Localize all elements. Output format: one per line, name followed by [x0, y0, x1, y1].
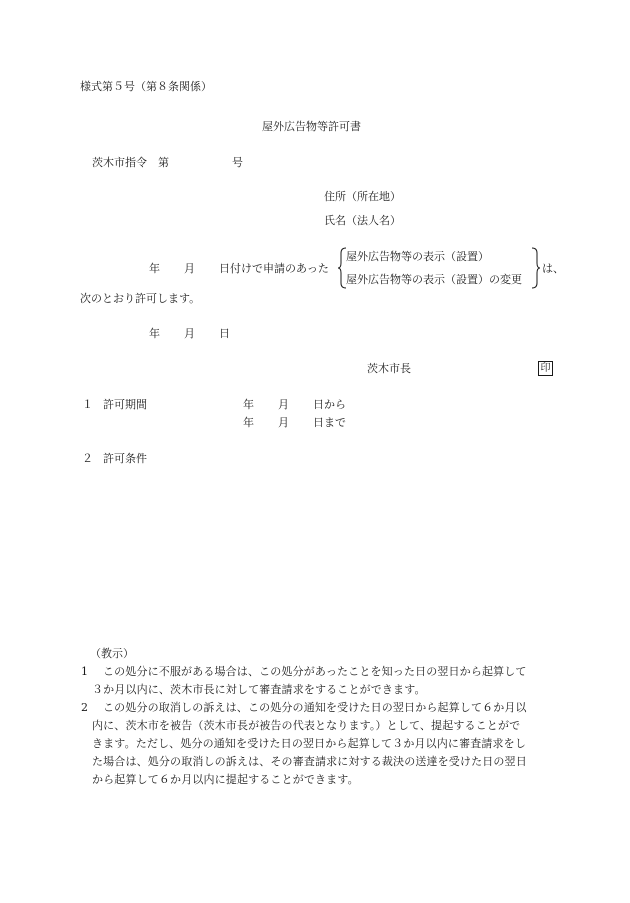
notice-header: （教示）	[90, 647, 134, 660]
period-from-year: 年	[243, 398, 254, 411]
form-number: 様式第５号（第８条関係）	[80, 80, 212, 93]
seal-char: 印	[540, 363, 551, 374]
period-to-year: 年	[243, 416, 254, 429]
period-to-day: 日まで	[313, 416, 346, 429]
notice-item-1-line-2: ３か月以内に、茨木市長に対して審査請求をすることができます。	[92, 683, 426, 696]
app-date-text: 日付けで申請のあった	[219, 262, 329, 275]
notice-item-2-line-5: から起算して６か月以内に提起することができます。	[92, 773, 359, 786]
conditions-num: ２	[82, 452, 93, 465]
ref-prefix: 茨木市指令	[92, 156, 147, 169]
app-continuation: 次のとおり許可します。	[80, 292, 201, 305]
period-from-day: 日から	[313, 398, 346, 411]
notice-item-2-line-3: きます。ただし、処分の通知を受けた日の翌日から起算して３か月以内に審査請求をし	[92, 737, 526, 750]
issue-year: 年	[149, 327, 160, 340]
period-from-month: 月	[278, 398, 289, 411]
app-ha: は、	[542, 262, 564, 275]
period-num: １	[82, 398, 93, 411]
notice-item-2-num: 2	[81, 701, 89, 714]
app-year: 年	[149, 262, 160, 275]
ref-dai: 第	[158, 156, 169, 169]
period-label: 許可期間	[103, 398, 147, 411]
option-change: 屋外広告物等の表示（設置）の変更	[346, 273, 522, 286]
ref-go: 号	[232, 156, 243, 169]
notice-item-2-line-1: この処分の取消しの訴えは、この処分の通知を受けた日の翌日から起算して６か月以	[103, 701, 527, 714]
issuer-name: 茨木市長	[367, 362, 411, 375]
notice-item-1-line-1: この処分に不服がある場合は、この処分があったことを知った日の翌日から起算して	[103, 665, 527, 678]
notice-item-2-line-2: 内に、茨木市を被告（茨木市長が被告の代表となります。）として、提起することがで	[92, 719, 521, 732]
name-label: 氏名（法人名）	[324, 214, 401, 227]
document-title: 屋外広告物等許可書	[262, 120, 361, 133]
issue-day: 日	[219, 327, 230, 340]
notice-item-1-num: 1	[81, 665, 89, 678]
address-label: 住所（所在地）	[324, 190, 401, 203]
option-display: 屋外広告物等の表示（設置）	[346, 250, 489, 263]
seal-mark	[538, 361, 553, 376]
app-month: 月	[184, 262, 195, 275]
issue-month: 月	[184, 327, 195, 340]
notice-item-2-line-4: た場合は、処分の取消しの訴えは、その審査請求に対する裁決の送達を受けた日の翌日	[92, 755, 527, 768]
period-to-month: 月	[278, 416, 289, 429]
conditions-label: 許可条件	[103, 452, 147, 465]
